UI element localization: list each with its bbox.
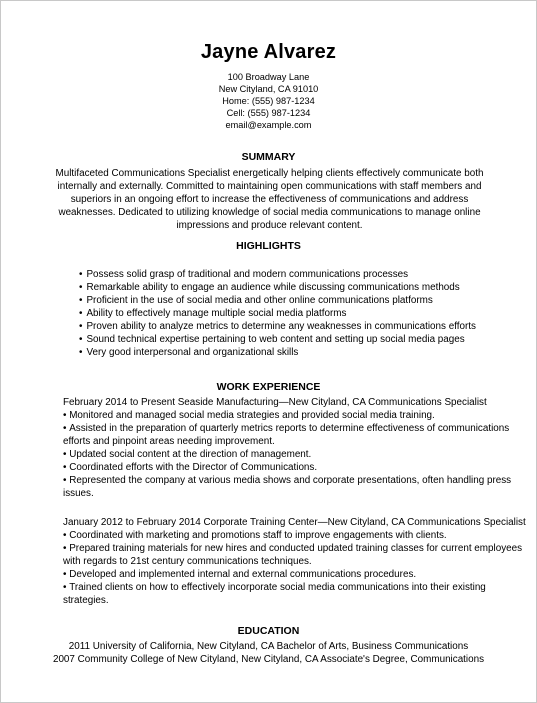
contact-block xyxy=(1,71,536,131)
job-bullet: • Developed and implemented internal and external communications procedures. xyxy=(63,568,531,581)
highlight-item: • Remarkable ability to engage an audience while discussing communications methods xyxy=(79,281,519,294)
education-entry: 2011 University of California, New Cityland, CA Bachelor of Arts, Business Communications xyxy=(68,641,469,652)
highlight-item: • Sound technical expertise pertaining to web content and setting up social media pages xyxy=(79,333,519,346)
job-title-line: January 2012 to February 2014 Corporate Training Center—New Cityland, CA Communications Specialist xyxy=(63,517,526,528)
job-bullet: • Coordinated with marketing and promotions staff to improve engagements with clients. xyxy=(63,529,531,542)
highlight-item: • Proficient in the use of social media and other online communications platforms xyxy=(79,294,519,307)
address-line-1: 100 Broadway Lane xyxy=(227,72,310,82)
job-bullet: • Represented the company at various media shows and corporate presentations, often handling press issues. xyxy=(63,474,531,500)
highlight-item: • Possess solid grasp of traditional and modern communications processes xyxy=(79,268,519,281)
job-bullet: • Prepared training materials for new hires and conducted updated training classes for current employees with regards to 21st century communications techniques. xyxy=(63,542,531,568)
job-bullet: • Assisted in the preparation of quarterly metrics reports to determine effectiveness of communications efforts and pinpoint areas needing improvement. xyxy=(63,422,531,448)
address-line-2: New Cityland, CA 91010 xyxy=(218,84,319,94)
candidate-name: Jayne Alvarez xyxy=(200,41,337,63)
education-entry: 2007 Community College of New Cityland, New Cityland, CA Associate's Degree, Communications xyxy=(52,654,485,665)
highlights-heading: HIGHLIGHTS xyxy=(236,240,301,252)
job-bullet-list xyxy=(63,409,531,500)
job-bullet-list xyxy=(63,529,531,607)
home-phone: Home: (555) 987-1234 xyxy=(222,96,315,106)
experience-heading: WORK EXPERIENCE xyxy=(216,381,321,393)
job-bullet: • Coordinated efforts with the Director of Communications. xyxy=(63,461,531,474)
job-bullet: • Trained clients on how to effectively incorporate social media communications into their existing strategies. xyxy=(63,581,531,607)
job-bullet: • Updated social content at the direction of management. xyxy=(63,448,531,461)
highlights-list xyxy=(79,268,519,359)
highlight-item: • Ability to effectively manage multiple social media platforms xyxy=(79,307,519,320)
job-bullet: • Monitored and managed social media strategies and provided social media training. xyxy=(63,409,531,422)
highlight-item: • Proven ability to analyze metrics to determine any weaknesses in communications efforts xyxy=(79,320,519,333)
job-entry xyxy=(63,396,531,500)
summary-text: Multifaceted Communications Specialist energetically helping clients effectively communicate both internally and externally. Committed to maintaining open communications with staff members and superiors in an ongoing effort to increase the effectiveness of communications and address weaknesses. Dedicated to utilizing knowledge of social media communications to manage online impressions and produce relevant content. xyxy=(55,168,484,231)
cell-phone: Cell: (555) 987-1234 xyxy=(226,108,311,118)
highlight-item: • Very good interpersonal and organizational skills xyxy=(79,346,519,359)
email-address: email@example.com xyxy=(225,120,312,130)
summary-heading: SUMMARY xyxy=(241,151,296,163)
job-title-line: February 2014 to Present Seaside Manufacturing—New Cityland, CA Communications Specialist xyxy=(63,397,487,408)
education-heading: EDUCATION xyxy=(237,625,300,637)
job-entry xyxy=(63,516,531,607)
education-block xyxy=(1,640,536,666)
